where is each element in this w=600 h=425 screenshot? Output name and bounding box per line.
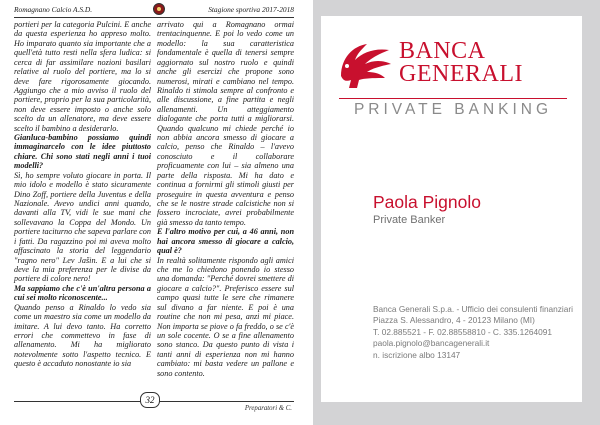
article-column-2 [157,20,294,378]
tagline-rule [339,98,567,99]
banker-role: Private Banker [373,214,446,226]
section-label: Preparatori & C. [244,405,292,412]
paragraph: portieri per la categoria Pulcini. E anche da questa esperienza ho appreso molto. Ho imparato quanto sia importante che a quell'età tutto resti nella sfera ludica: si cerca di far assimilare nozioni basilari relative al ruolo del portiere, ma lo si deve fare rigorosamente giocando. Aggiungo che a mio avviso il ruolo del portiere, proprio per la sua particolarità, non deve essere imposto o anche solo scelto da un allenatore, ma deve essere scelto il bambino a desiderarlo. [14,20,151,133]
email-line: paola.pignolo@bancagenerali.it [373,338,490,349]
brand-line-1: BANCA [399,38,486,64]
page-header [14,3,294,17]
header-rule [14,17,294,18]
interview-question: Ma sappiamo che c'è un'altra persona a cui sei molto riconoscente... [14,283,151,303]
business-card [321,16,582,402]
brand-line-2: GENERALI [399,61,523,87]
address-line: Piazza S. Alessandro, 4 - 20123 Milano (MI) [373,315,535,326]
tagline: PRIVATE BANKING [353,101,553,118]
registration-line: n. iscrizione albo 13147 [373,349,461,360]
paragraph: arrivato qui a Romagnano ormai trentacinquenne. E poi lo vedo come un modello: la sua caratteristica fondamentale è quella di tenersi sempre aggiornato sul nostro ruolo e quindi anche gli esercizi che propone sono numerosi, mirati e cambiano nel tempo. Rinaldo ti stimola sempre al confronto e alle discussione, a fine partita e negli allenamenti. Un atteggiamento dialogante che porta tutti a migliorarsi. Quando qualcuno mi chiede perché io non abbia ancora smesso di giocare a calcio, penso che Rinaldo – l'avevo conosciuto e il collaborare proficuamente con lui – sia almeno una parte della risposta. Mi ha dato e continua a fornirmi gli stimoli giusti per proseguire in questa avventura e penso che se le nostre strade calcistiche non si fossero incrociate, avrei probabilmente già smesso da tanto tempo. [157,20,294,227]
paragraph: In realtà solitamente rispondo agli amici che me lo chiedono ponendo io stesso una domanda: "Perché dovrei smettere di giocare a calcio?". Preferisco essere sul campo quasi tutte le sere che rimanere sul divano a far niente. E poi è una routine che non mi pesa, anzi mi piace. Non importa se piove o fa freddo, o se c'è un sole cocente. O se a fine allenamento sono stanco. Da questo punto di vista i tanti anni di esperienza non mi hanno cambiato: mi basta vedere un pallone e sono contento. [157,255,294,378]
paragraph: Quando penso a Rinaldo lo vedo sia come un maestro sia come un modello da imitare. A lui devo tanto. Ha corretto errori che commettevo in fase di allenamento. Mi ha migliorato notevolmente sotto l'aspetto tecnico. E questo è accaduto nonostante io sia [14,302,151,369]
article-column-1 [14,20,151,369]
interview-question: E l'altro motivo per cui, a 46 anni, non hai ancora smesso di giocare a calcio, qual è? [157,227,294,256]
club-name: Romagnano Calcio A.S.D. [14,5,93,14]
season-label: Stagione sportiva 2017-2018 [208,5,294,14]
contact-info [373,304,573,361]
interview-question: Gianluca-bambino possiamo quindi immaginarcelo con le idee piuttosto chiare. Chi sono stati negli anni i tuoi modelli? [14,133,151,171]
winged-lion-logo-icon [335,38,395,93]
club-logo-icon [153,3,165,15]
page-number: 32 [140,392,160,408]
office-line: Banca Generali S.p.a. - Ufficio dei consulenti finanziari [373,304,574,314]
phone-line: T. 02.885521 - F. 02.88558810 - C. 335.1264091 [373,326,552,337]
paragraph: Sì, ho sempre voluto giocare in porta. Il mio idolo e modello è stato sicuramente Dino Zoff, portiere della Juventus e della Nazionale. Avevo undici anni quando, davanti alla TV, vidi le sue mani che sollevavano la Coppa del Mondo. Un portiere taciturno che sapeva parlare con i fatti. Da ragazzino poi mi aveva molto affascinato la storia del leggendario "ragno nero" Lev Jašin. E a lui che si deve la mia preferenza per le divise da portiere di colore nero! [14,170,151,284]
banker-name: Paola Pignolo [373,192,481,212]
